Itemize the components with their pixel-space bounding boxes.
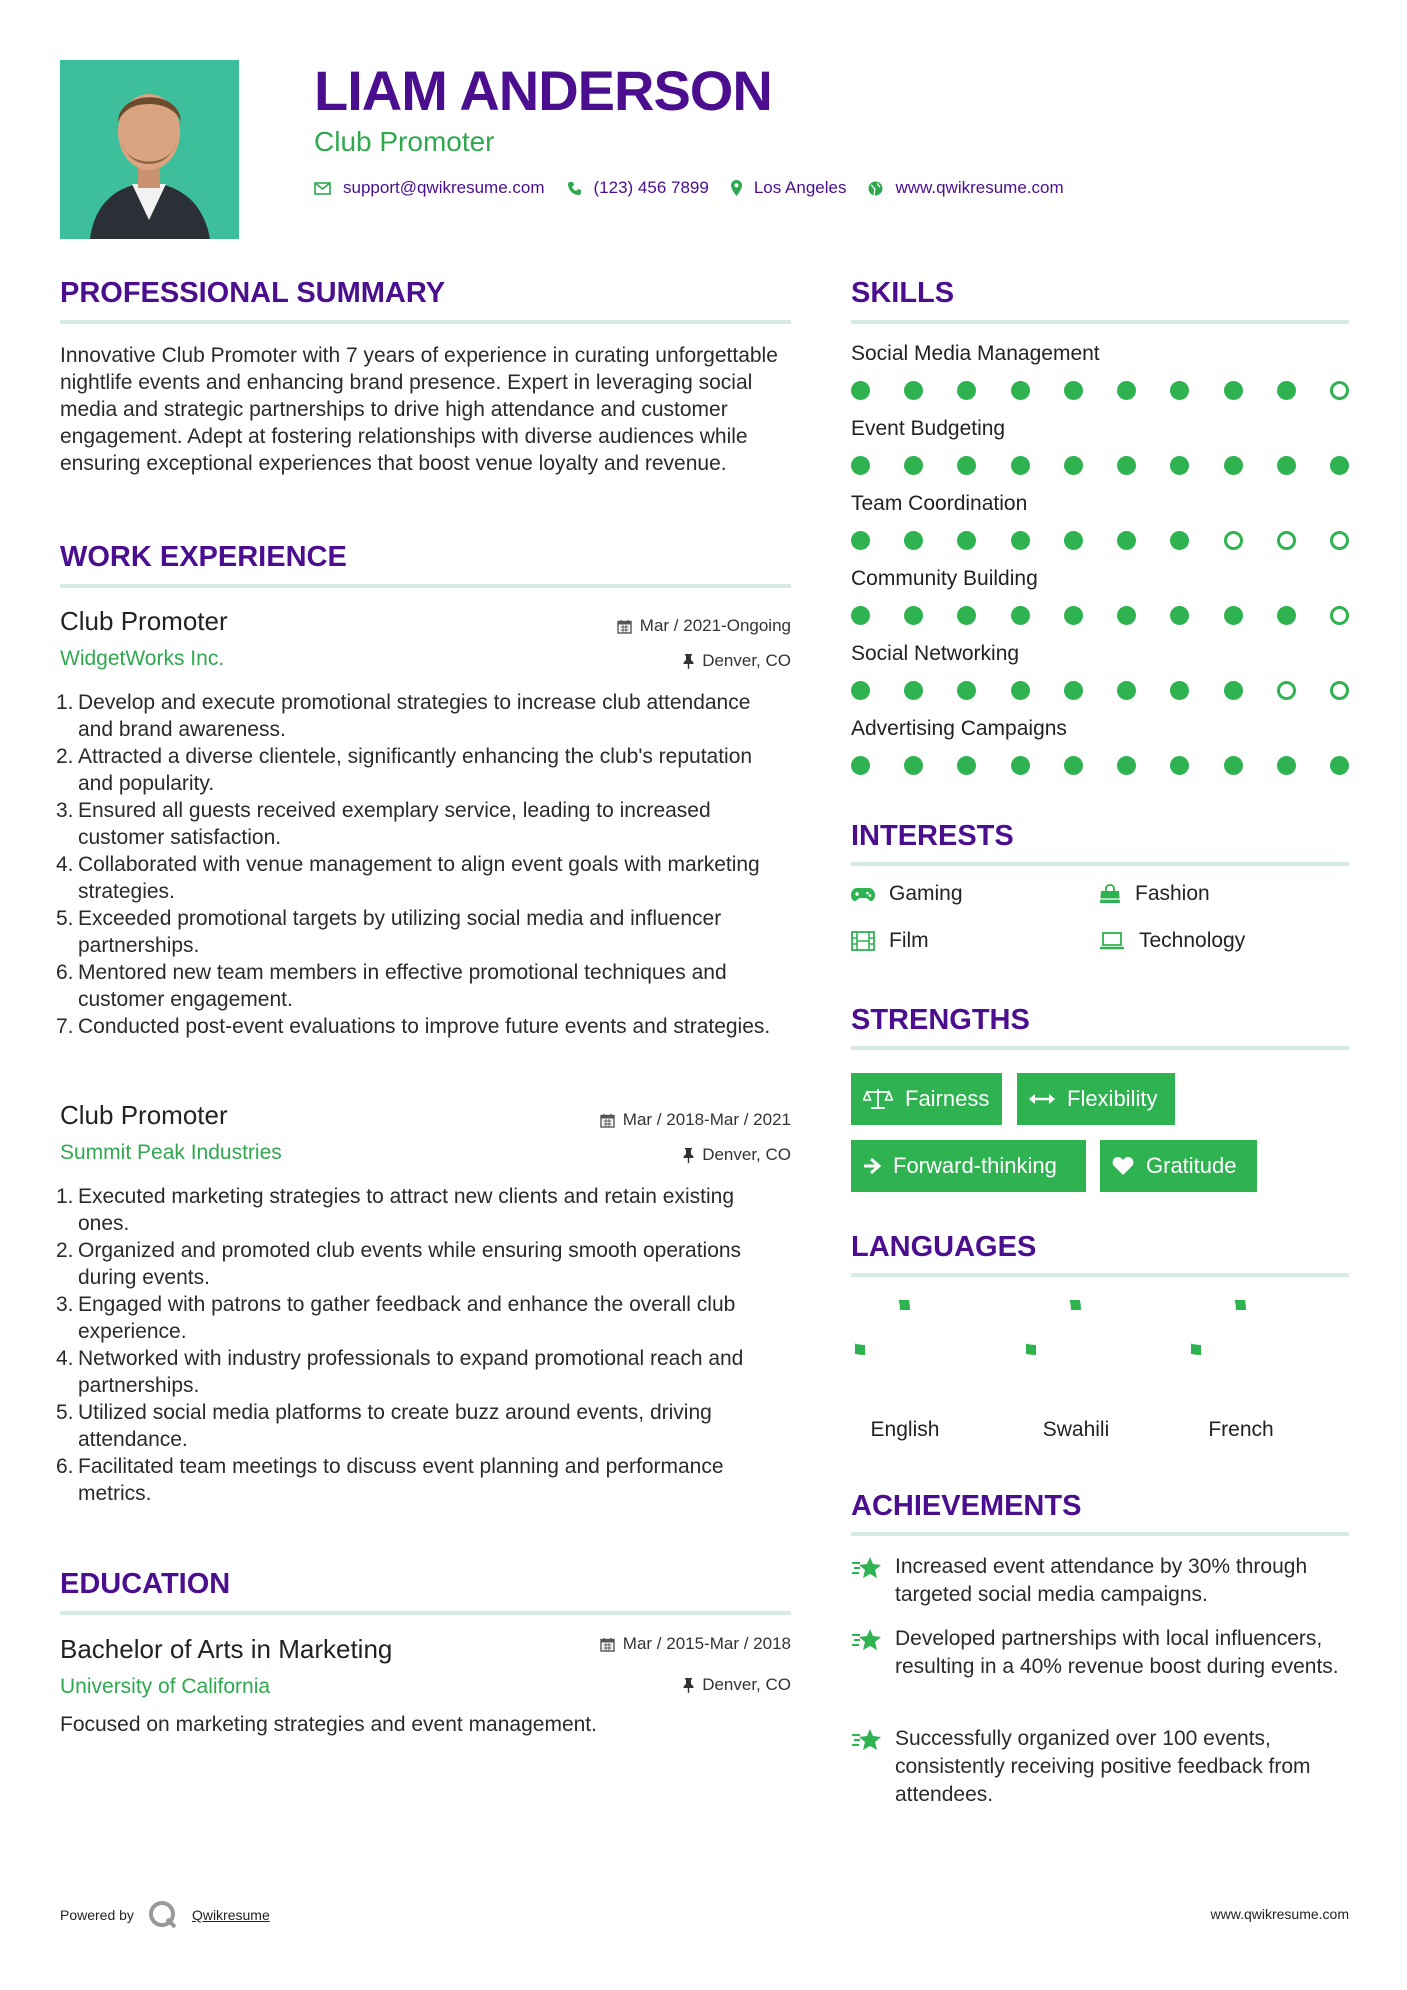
skill-dot-filled — [957, 531, 976, 550]
skill-dot-filled — [1011, 456, 1030, 475]
skill-rating — [851, 456, 1349, 476]
skill-dot-filled — [1170, 381, 1189, 400]
achievement-text: Successfully organized over 100 events, consistently receiving positive feedback from attendees. — [895, 1727, 1311, 1806]
footer-website[interactable]: www.qwikresume.com — [1210, 1906, 1349, 1922]
map-pin-icon — [731, 180, 742, 196]
list-item: 4. Networked with industry professionals to expand promotional reach and partnerships. — [56, 1347, 744, 1397]
skill-name: Advertising Campaigns — [851, 717, 1067, 740]
email-text: support@qwikresume.com — [343, 178, 545, 197]
language-name: English — [870, 1418, 940, 1441]
skill-dot-filled — [1117, 381, 1136, 400]
skill-dot-filled — [1011, 381, 1030, 400]
language-ring — [855, 1300, 955, 1400]
strength-tag — [1100, 1140, 1257, 1192]
skill-name: Team Coordination — [851, 492, 1028, 515]
achievement-text: Increased event attendance by 30% through targeted social media campaigns. — [895, 1555, 1308, 1606]
list-item: 4. Collaborated with venue management to align event goals with marketing strategies. — [56, 853, 760, 903]
job-title: Club Promoter — [60, 1100, 228, 1130]
skill-name: Social Media Management — [851, 342, 1100, 365]
skill-name: Community Building — [851, 567, 1038, 590]
contact-location — [731, 178, 847, 198]
list-item: 1. Develop and execute promotional strategies to increase club attendance and brand awareness. — [56, 691, 751, 741]
candidate-role: Club Promoter — [314, 126, 495, 157]
section-divider — [851, 862, 1349, 866]
skill-dot-filled — [904, 381, 923, 400]
contact-website[interactable] — [868, 178, 1063, 198]
powered-by-text: Powered by — [60, 1907, 134, 1923]
calendar-icon — [617, 619, 632, 634]
education-date-text: Mar / 2015-Mar / 2018 — [622, 1634, 791, 1653]
language-name: Swahili — [1042, 1418, 1110, 1441]
skill-dot-filled — [904, 531, 923, 550]
pushpin-icon — [683, 1148, 694, 1163]
interest-label: Gaming — [889, 882, 963, 905]
section-divider — [60, 320, 791, 324]
list-item: 1. Executed marketing strategies to attract new clients and retain existing ones. — [56, 1185, 735, 1235]
skill-dot-filled — [1224, 606, 1243, 625]
job-title: Club Promoter — [60, 606, 228, 636]
skill-dot-filled — [1117, 756, 1136, 775]
company-name: WidgetWorks Inc. — [60, 647, 225, 670]
job-bullets — [56, 689, 790, 1040]
skill-dot-filled — [1064, 756, 1083, 775]
education-location-text: Denver, CO — [702, 1675, 791, 1694]
skill-name: Social Networking — [851, 642, 1020, 665]
achievements-heading: ACHIEVEMENTS — [851, 1490, 1082, 1522]
skill-dot-filled — [851, 606, 870, 625]
skill-dot-filled — [1170, 606, 1189, 625]
strength-tag — [851, 1140, 1086, 1192]
job-location-text: Denver, CO — [702, 1145, 791, 1164]
profile-photo — [60, 60, 239, 239]
interest-item — [1099, 882, 1210, 906]
skill-dot-filled — [1170, 681, 1189, 700]
skill-dot-empty — [1277, 681, 1296, 700]
list-item: 6. Mentored new team members in effective promotional techniques and customer engagement. — [56, 961, 727, 1011]
achievement-item — [851, 1553, 1351, 1609]
calendar-icon — [600, 1637, 615, 1652]
section-divider — [851, 1273, 1349, 1277]
interests-heading: INTERESTS — [851, 820, 1014, 852]
footer-branding — [60, 1900, 270, 1930]
arrows-horizontal-icon — [1029, 1093, 1055, 1105]
language-ring — [1026, 1300, 1126, 1400]
company-name: Summit Peak Industries — [60, 1141, 282, 1164]
skill-dot-filled — [1224, 756, 1243, 775]
job-date-text: Mar / 2018-Mar / 2021 — [622, 1110, 791, 1129]
language-item — [1176, 1300, 1306, 1442]
job-date-text: Mar / 2021-Ongoing — [639, 616, 791, 635]
shopping-bag-icon — [1099, 884, 1121, 904]
job-location-text: Denver, CO — [702, 651, 791, 670]
section-divider — [851, 1046, 1349, 1050]
experience-heading: WORK EXPERIENCE — [60, 541, 347, 573]
skill-dot-filled — [1117, 606, 1136, 625]
skill-dot-empty — [1330, 606, 1349, 625]
skill-dot-filled — [1224, 681, 1243, 700]
skill-dot-filled — [1277, 606, 1296, 625]
skill-dot-filled — [957, 606, 976, 625]
star-badge-icon — [851, 1725, 895, 1809]
skill-rating — [851, 381, 1349, 401]
contact-phone[interactable] — [567, 178, 709, 198]
list-item: 7. Conducted post-event evaluations to improve future events and strategies. — [56, 1015, 771, 1038]
list-item: 5. Utilized social media platforms to create buzz around events, driving attendance. — [56, 1401, 712, 1451]
contact-bar — [314, 178, 1086, 198]
skill-dot-filled — [1011, 606, 1030, 625]
skill-dot-filled — [1224, 456, 1243, 475]
job-location — [500, 1145, 791, 1165]
language-level-arc — [1026, 1300, 1076, 1350]
interest-label: Film — [889, 929, 929, 952]
list-item: 3. Ensured all guests received exemplary service, leading to increased customer satisfaction. — [56, 799, 711, 849]
skill-dot-filled — [904, 606, 923, 625]
strength-label: Forward-thinking — [893, 1153, 1057, 1178]
skill-dot-filled — [1170, 456, 1189, 475]
qwikresume-logo-icon — [148, 1900, 178, 1930]
skill-name: Event Budgeting — [851, 417, 1006, 440]
skill-dot-empty — [1277, 531, 1296, 550]
skill-dot-filled — [1330, 456, 1349, 475]
education-heading: EDUCATION — [60, 1568, 231, 1600]
skill-dot-filled — [1064, 456, 1083, 475]
section-divider — [851, 1532, 1349, 1536]
skill-dot-filled — [851, 531, 870, 550]
star-badge-icon — [851, 1625, 895, 1681]
strength-label: Fairness — [905, 1086, 990, 1111]
education-description: Focused on marketing strategies and event management. — [60, 1713, 597, 1736]
skill-dot-filled — [851, 681, 870, 700]
skill-dot-filled — [957, 681, 976, 700]
language-ring — [1191, 1300, 1291, 1400]
list-item: 3. Engaged with patrons to gather feedback and enhance the overall club experience. — [56, 1293, 736, 1343]
laptop-icon — [1099, 932, 1125, 950]
skill-dot-filled — [1224, 381, 1243, 400]
skill-dot-filled — [1277, 381, 1296, 400]
list-item: 2. Attracted a diverse clientele, significantly enhancing the club's reputation and popularity. — [56, 745, 753, 795]
school-name: University of California — [60, 1675, 271, 1698]
job-date — [500, 1110, 791, 1130]
balance-scale-icon — [863, 1088, 893, 1110]
skill-dot-filled — [1117, 681, 1136, 700]
location-text: Los Angeles — [753, 178, 847, 197]
interest-item — [1099, 929, 1245, 953]
skill-dot-filled — [1277, 456, 1296, 475]
language-level-arc — [1191, 1300, 1241, 1350]
film-icon — [851, 931, 875, 951]
brand-link[interactable]: Qwikresume — [191, 1907, 270, 1923]
skill-dot-filled — [1011, 531, 1030, 550]
skill-dot-filled — [1117, 456, 1136, 475]
phone-text: (123) 456 7899 — [593, 178, 709, 197]
pushpin-icon — [683, 654, 694, 669]
strength-tag — [1017, 1073, 1175, 1125]
strength-label: Flexibility — [1067, 1086, 1158, 1111]
section-divider — [60, 584, 791, 588]
phone-icon — [567, 181, 582, 196]
envelope-icon — [314, 182, 331, 195]
strength-label: Gratitude — [1146, 1153, 1237, 1178]
education-location — [500, 1675, 791, 1695]
languages-heading: LANGUAGES — [851, 1231, 1037, 1263]
skill-dot-filled — [1064, 531, 1083, 550]
skill-dot-empty — [1330, 681, 1349, 700]
skill-dot-filled — [904, 456, 923, 475]
list-item: 2. Organized and promoted club events while ensuring smooth operations during events. — [56, 1239, 742, 1289]
language-item — [1011, 1300, 1141, 1442]
calendar-icon — [600, 1113, 615, 1128]
degree-title: Bachelor of Arts in Marketing — [60, 1634, 393, 1664]
skill-dot-empty — [1330, 381, 1349, 400]
skill-dot-filled — [1064, 606, 1083, 625]
summary-heading: PROFESSIONAL SUMMARY — [60, 277, 446, 309]
skill-dot-empty — [1224, 531, 1243, 550]
contact-email[interactable] — [314, 178, 545, 198]
skill-dot-filled — [851, 456, 870, 475]
pushpin-icon — [683, 1678, 694, 1693]
interest-label: Technology — [1139, 929, 1246, 952]
education-date — [500, 1634, 791, 1654]
skill-dot-filled — [904, 681, 923, 700]
strength-tag — [851, 1073, 1002, 1125]
skill-rating — [851, 681, 1349, 701]
achievement-item — [851, 1625, 1351, 1681]
skill-rating — [851, 606, 1349, 626]
arrow-right-icon — [863, 1157, 881, 1175]
skill-rating — [851, 756, 1349, 776]
skill-dot-filled — [1330, 756, 1349, 775]
candidate-name: LIAM ANDERSON — [314, 59, 772, 122]
skill-dot-filled — [1277, 756, 1296, 775]
interest-item — [851, 882, 963, 906]
skill-dot-filled — [957, 381, 976, 400]
skills-heading: SKILLS — [851, 277, 955, 309]
skill-dot-filled — [1011, 756, 1030, 775]
skill-dot-filled — [1064, 681, 1083, 700]
skill-dot-filled — [957, 756, 976, 775]
language-item — [840, 1300, 970, 1442]
job-bullets — [56, 1183, 790, 1507]
skill-dot-filled — [1011, 681, 1030, 700]
achievement-text: Developed partnerships with local influencers, resulting in a 40% revenue boost during events. — [895, 1627, 1339, 1678]
gamepad-icon — [851, 886, 875, 902]
section-divider — [851, 320, 1349, 324]
section-divider — [60, 1611, 791, 1615]
summary-text: Innovative Club Promoter with 7 years of experience in curating unforgettable nightlife events and enhancing brand presence. Expert in leveraging social media and strategic partnerships to drive high attendance and customer engagement. Adept at fostering relationships with diverse audiences while ensuring exceptional experiences that boost venue loyalty and revenue. — [60, 344, 778, 475]
list-item: 6. Facilitated team meetings to discuss event planning and performance metrics. — [56, 1455, 724, 1505]
skill-dot-filled — [1117, 531, 1136, 550]
website-text: www.qwikresume.com — [895, 178, 1064, 197]
skill-dot-filled — [1170, 756, 1189, 775]
job-location — [500, 651, 791, 671]
globe-icon — [868, 181, 883, 196]
strengths-heading: STRENGTHS — [851, 1004, 1030, 1036]
achievement-item — [851, 1725, 1351, 1809]
list-item: 5. Exceeded promotional targets by utilizing social media and influencer partnerships. — [56, 907, 722, 957]
skill-dot-filled — [851, 756, 870, 775]
interest-label: Fashion — [1135, 882, 1210, 905]
interest-item — [851, 929, 929, 953]
star-badge-icon — [851, 1553, 895, 1609]
skill-dot-filled — [957, 456, 976, 475]
language-name: French — [1208, 1418, 1274, 1441]
skill-rating — [851, 531, 1349, 551]
skill-dot-filled — [1170, 531, 1189, 550]
skill-dot-empty — [1330, 531, 1349, 550]
skill-dot-filled — [851, 381, 870, 400]
job-date — [500, 616, 791, 636]
skill-dot-filled — [1064, 381, 1083, 400]
heart-icon — [1112, 1156, 1134, 1176]
language-level-arc — [855, 1300, 905, 1350]
skill-dot-filled — [904, 756, 923, 775]
